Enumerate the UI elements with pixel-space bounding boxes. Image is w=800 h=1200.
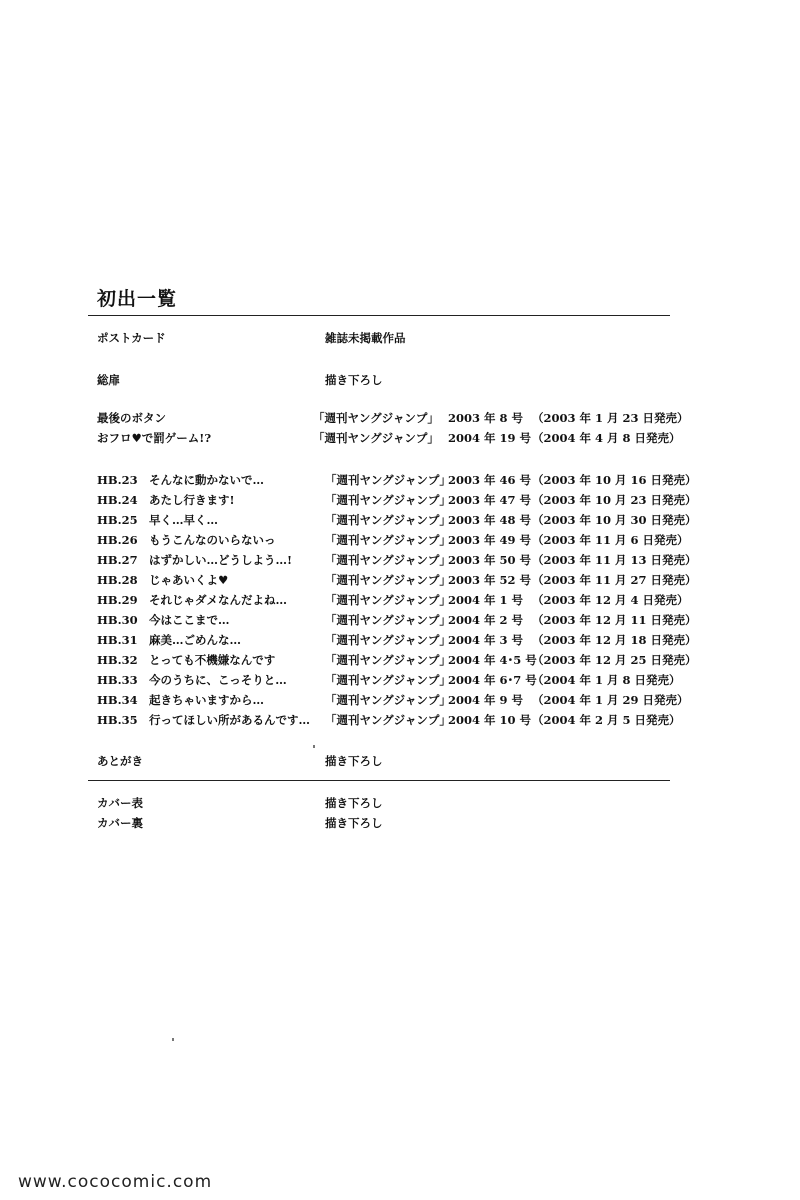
entry-source: 「週刊ヤングジャンプ」 [325,633,451,647]
entry-source: 描き下ろし [325,754,383,768]
entry-issue: 2004 年 19 号 [448,431,532,445]
entry-date: （2003 年 10 月 23 日発売） [532,493,697,507]
entry-source: 「週刊ヤングジャンプ」 [325,553,451,567]
entry-issue: 2003 年 46 号 [448,473,532,487]
title-divider [88,315,670,316]
list-item [97,408,689,428]
entry-title: カバー表 [97,796,143,810]
entry-date: （2003 年 12 月 25 日発売） [532,653,697,667]
list-item [97,630,697,650]
entry-issue: 2004 年 10 号 [448,713,532,727]
list-item [97,328,677,348]
entry-date: （2003 年 12 月 18 日発売） [532,633,697,647]
entry-source: 描き下ろし [325,796,383,810]
entry-source: 「週刊ヤングジャンプ」 [325,693,451,707]
list-item [97,751,677,771]
entry-issue: 2004 年 4･5 号 [448,653,537,667]
entry-issue: 2003 年 50 号 [448,553,532,567]
list-item [97,490,697,510]
entry-issue: 2003 年 8 号 [448,411,524,425]
entry-title: とっても不機嫌なんです [149,653,276,667]
entry-code: HB.29 [97,593,138,607]
list-item [97,670,681,690]
entry-date: （2003 年 10 月 16 日発売） [532,473,697,487]
entry-title: 麻美…ごめんな… [149,633,241,647]
list-item [97,550,697,570]
entry-code: HB.34 [97,693,138,707]
entry-title: 今はここまで… [149,613,230,627]
list-item [97,510,697,530]
entry-source: 「週刊ヤングジャンプ」 [325,573,451,587]
entry-date: （2003 年 11 月 6 日発売） [532,533,689,547]
entry-source: 「週刊ヤングジャンプ」 [325,533,451,547]
entry-title: 早く…早く… [149,513,218,527]
entry-title: 今のうちに、こっそりと… [149,673,287,687]
entry-issue: 2003 年 48 号 [448,513,532,527]
list-item [97,530,689,550]
entry-code: HB.25 [97,513,138,527]
scan-speck [313,745,315,748]
entry-source: 「週刊ヤングジャンプ」 [325,713,451,727]
entry-source: 描き下ろし [325,816,383,830]
list-item [97,813,677,833]
entry-source: 「週刊ヤングジャンプ」 [325,653,451,667]
entry-code: HB.31 [97,633,138,647]
list-item [97,590,689,610]
entry-code: HB.35 [97,713,138,727]
scan-speck [172,1038,174,1041]
entry-code: HB.28 [97,573,138,587]
entry-code: HB.32 [97,653,138,667]
entry-issue: 2003 年 47 号 [448,493,532,507]
entry-title: 総扉 [97,373,120,387]
list-item [97,370,677,390]
list-item [97,690,689,710]
entry-title: 最後のボタン [97,411,166,425]
entry-source: 「週刊ヤングジャンプ」 [325,473,451,487]
entry-source: 「週刊ヤングジャンプ」 [325,593,451,607]
list-item [97,650,697,670]
entry-title: あとがき [97,754,143,768]
entry-code: HB.24 [97,493,138,507]
list-item [97,793,677,813]
entry-issue: 2003 年 52 号 [448,573,532,587]
list-item [97,710,681,730]
list-item [97,428,681,448]
entry-title: ポストカード [97,331,166,345]
entry-date: （2003 年 11 月 27 日発売） [532,573,697,587]
entry-code: HB.30 [97,613,138,627]
entry-source: 雑誌未掲載作品 [325,331,406,345]
entry-title: そんなに動かないで… [149,473,264,487]
entry-code: HB.27 [97,553,138,567]
entry-issue: 2004 年 1 号 [448,593,524,607]
entry-title: カバー裏 [97,816,143,830]
page-title: 初出一覧 [97,288,178,310]
entry-source: 描き下ろし [325,373,383,387]
entry-code: HB.33 [97,673,138,687]
entry-code: HB.26 [97,533,138,547]
entry-title: はずかしい…どうしよう…! [149,553,293,567]
entry-date: （2004 年 1 月 29 日発売） [532,693,689,707]
entry-title: あたし行きます! [149,493,235,507]
entry-date: （2003 年 11 月 13 日発売） [532,553,697,567]
list-item [97,470,697,490]
list-item [97,610,697,630]
entry-title: じゃあいくよ♥ [149,573,229,587]
entry-issue: 2004 年 9 号 [448,693,524,707]
entry-title: 起きちゃいますから… [149,693,264,707]
entry-title: おフロ♥で罰ゲーム!? [97,431,212,445]
entry-date: （2003 年 10 月 30 日発売） [532,513,697,527]
entry-source: 「週刊ヤングジャンプ」 [325,673,451,687]
section-divider [88,780,670,781]
entry-issue: 2004 年 3 号 [448,633,524,647]
entry-date: （2003 年 1 月 23 日発売） [532,411,689,425]
entry-source: 「週刊ヤングジャンプ」 [325,513,451,527]
entry-date: （2004 年 4 月 8 日発売） [532,431,681,445]
watermark-url: www.cococomic.com [18,1172,213,1192]
entry-code: HB.23 [97,473,138,487]
entry-date: （2003 年 12 月 4 日発売） [532,593,689,607]
entry-source: 「週刊ヤングジャンプ」 [325,613,451,627]
entry-title: 行ってほしい所があるんです… [149,713,310,727]
entry-title: もうこんなのいらないっ [149,533,276,547]
entry-source: 「週刊ヤングジャンプ」 [313,431,439,445]
entry-date: （2004 年 2 月 5 日発売） [532,713,681,727]
entry-issue: 2003 年 49 号 [448,533,532,547]
entry-date: （2004 年 1 月 8 日発売） [532,673,681,687]
list-item [97,570,697,590]
entry-source: 「週刊ヤングジャンプ」 [313,411,439,425]
entry-issue: 2004 年 6･7 号 [448,673,537,687]
entry-date: （2003 年 12 月 11 日発売） [532,613,697,627]
entry-issue: 2004 年 2 号 [448,613,524,627]
entry-source: 「週刊ヤングジャンプ」 [325,493,451,507]
entry-title: それじゃダメなんだよね… [149,593,287,607]
